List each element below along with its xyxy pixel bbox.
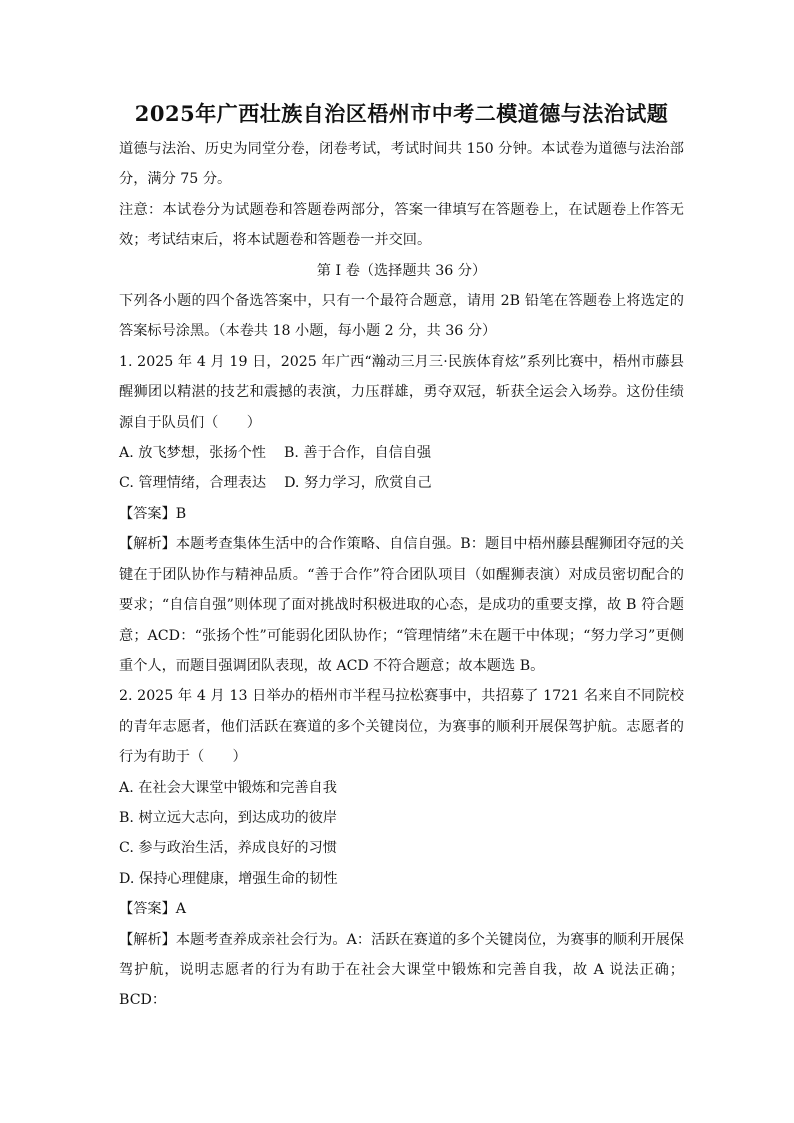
intro-paragraph-1: 道德与法治、历史为同堂分卷，闭卷考试，考试时间共 150 分钟。本试卷为道德与法治部分，满分 75 分。 (119, 141, 684, 188)
question-2-option-d: D. 保持心理健康，增强生命的韧性 (119, 870, 338, 887)
question-1-option-c: C. 管理情绪，合理表达 (119, 475, 267, 492)
question-1-answer: 【答案】B (119, 505, 187, 522)
question-2-answer: 【答案】A (119, 901, 186, 918)
question-2-option-a: A. 在社会大课堂中锻炼和完善自我 (119, 779, 337, 796)
question-1-stem: 1. 2025 年 4 月 19 日，2025 年广西“瀚动三月三·民族体育炫”系列比赛中，梧州市藤县醒狮团以精湛的技艺和震撼的表演，力压群雄，勇夺双冠，斩获全运会入场券。这份佳绩源自于队员们（ ） (119, 353, 684, 431)
section-title: 第 I 卷（选择题共 36 分） (316, 262, 487, 279)
section-instruction: 下列各小题的四个备选答案中，只有一个最符合题意，请用 2B 铅笔在答题卷上将选定的答案标号涂黑。（本卷共 18 小题，每小题 2 分，共 36 分） (119, 293, 684, 340)
question-1-option-b: B. 善于合作，自信自强 (283, 445, 432, 462)
intro-paragraph-2: 注意：本试卷分为试题卷和答题卷两部分，答案一律填写在答题卷上，在试题卷上作答无效；考试结束后，将本试题卷和答题卷一并交回。 (119, 201, 684, 249)
question-2-analysis: 【解析】本题考查养成亲社会行为。A：活跃在赛道的多个关键岗位，为赛事的顺利开展保驾护航，说明志愿者的行为有助于在社会大课堂中锻炼和完善自我，故 A 说法正确；BCD： (119, 931, 684, 1009)
question-1-analysis: 【解析】本题考查集体生活中的合作策略、自信自强。B：题目中梧州藤县醒狮团夺冠的关键在于团队协作与精神品质。“善于合作”符合团队项目（如醒狮表演）对成员密切配合的要求；“自信自强”则体现了面对挑战时积极进取的心态，是成功的重要支撑，故 B 符合题意；ACD：“张扬个性”可能弱化团队协作；“管理情绪”未在题干中体现；“努力学习”更侧重个人，而题目强调团队表现，故 ACD 不符合题意；故本题选 B。 (119, 536, 684, 674)
question-1-option-a: A. 放飞梦想，张扬个性 (119, 445, 266, 462)
question-1-option-d: D. 努力学习，欣赏自己 (284, 475, 432, 492)
question-1-options-row-1 (119, 438, 684, 468)
question-2-option-c: C. 参与政治生活，养成良好的习惯 (119, 840, 337, 857)
page-title: 2025年广西壮族自治区梧州市中考二模道德与法治试题 (134, 101, 669, 126)
question-2-stem: 2. 2025 年 4 月 13 日举办的梧州市半程马拉松赛事中，共招募了 1721 名来自不同院校的青年志愿者，他们活跃在赛道的多个关键岗位，为赛事的顺利开展保驾护航。志愿者的行为有助于（ ） (119, 688, 684, 766)
question-2-option-b: B. 树立远大志向，到达成功的彼岸 (119, 809, 338, 826)
question-1-options-row-2 (119, 468, 684, 498)
